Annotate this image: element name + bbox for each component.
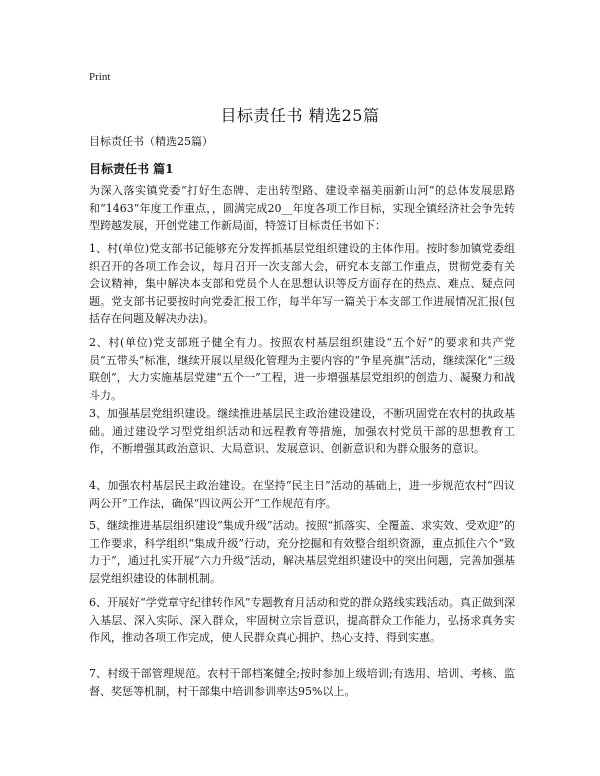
document-title: 目标责任书 精选25篇 xyxy=(220,106,380,125)
paragraph-item-7: 7、村级干部管理规范。农村干部档案健全;按时参加上级培训;有选用、培训、考核、监督、奖惩等机制，村干部集中培训参训率达95%以上。 xyxy=(89,667,515,698)
paragraph-item-2: 2、村(单位)党支部班子健全有力。按照农村基层组织建设“五个好”的要求和共产党员“五带头”标准，继续开展以星级化管理为主要内容的“争星亮旗”活动，继续深化“三级联创”，大力实施基层党建“五个一”工程，进一步增强基层党组织的创造力、凝聚力和战斗力。 xyxy=(89,336,515,402)
paragraph-item-1: 1、村(单位)党支部书记能够充分发挥抓基层党组织建设的主体作用。按时参加镇党委组织召开的各项工作会议，每月召开一次支部大会，研究本支部工作重点，贯彻党委有关会议精神，集中解决本支部和党员个人在思想认识等反方面存在的热点、难点、疑点问题。党支部书记要按时向党委汇报工作，每半年写一篇关于本支部工作进展情况汇报(包括存在问题及解决办法)。 xyxy=(89,242,515,325)
paragraph-item-5: 5、继续推进基层组织建设“集成升级”活动。按照“抓落实、全覆盖、求实效、受欢迎”的工作要求，科学组织“集成升级”行动，充分挖掘和有效整合组织资源，重点抓住六个“致力于”，通过扎实开展“六力升级”活动，解决基层党组织建设中的突出问题，完善加强基层党组织建设的体制机制。 xyxy=(89,519,515,585)
paragraph-item-4: 4、加强农村基层民主政治建设。在坚持“民主日”活动的基础上，进一步规范农村“四议两公开”工作法，确保“四议两公开”工作规范有序。 xyxy=(89,479,515,510)
section-heading: 目标责任书 篇1 xyxy=(89,162,174,176)
paragraph-item-3: 3、加强基层党组织建设。继续推进基层民主政治建设建设，不断巩固党在农村的执政基础。通过建设学习型党组织活动和远程教育等措施，加强农村党员干部的思想教育工作，不断增强其政治意识、大局意识、发展意识、创新意识和为群众服务的意识。 xyxy=(89,407,515,455)
paragraph-item-6: 6、开展好“学党章守纪律转作风”专题教育月活动和党的群众路线实践活动。真正做到深入基层、深入实际、深入群众，牢固树立宗旨意识，提高群众工作能力，弘扬求真务实作风，推动各项工作完成，使人民群众真心拥护、热心支持、得到实惠。 xyxy=(89,596,515,644)
intro-paragraph: 为深入落实镇党委“打好生态牌、走出转型路、建设幸福美丽新山河”的总体发展思路和“1463”年度工作重点，，圆满完成20__年度各项工作目标，实现全镇经济社会争先转型跨越发展，开创党建工作新局面，特签订目标责任书如下： xyxy=(89,184,515,232)
print-label[interactable]: Print xyxy=(89,71,111,83)
document-subtitle: 目标责任书（精选25篇） xyxy=(89,135,213,148)
